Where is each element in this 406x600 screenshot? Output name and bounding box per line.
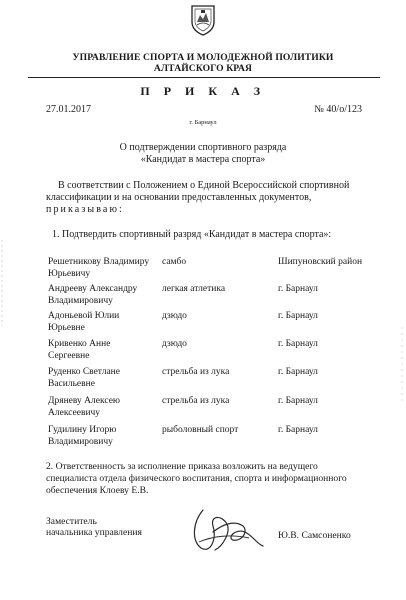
organization-name-line2: АЛТАЙСКОГО КРАЯ [153,63,253,74]
athlete-name: Адоньевой Юлии Юрьевне [48,311,120,333]
item-2-line1: 2. Ответственность за исполнение приказа возложить на ведущего [46,461,318,472]
subject-line1: О подтверждении спортивного разряда [119,142,287,153]
item-2-line3: обеспечения Клоеву Е.В. [46,485,149,496]
document-title: П Р И К А З [140,84,266,98]
subject-line2: «Кандидат в мастера спорта» [140,154,266,165]
signer-name: Ю.В. Самсоненко [278,530,351,541]
athlete-sport: дзюдо [162,339,187,349]
athlete-name: Гудилину Игорю Владимировичу [48,425,117,447]
athlete-sport: самбо [162,257,187,267]
order-date: 27.01.2017 [46,104,91,115]
item-1-text: 1. Подтвердить спортивный разряд «Кандидат в мастера спорта»: [52,229,332,240]
athlete-name: Дряневу Алексею Алексеевичу [48,396,121,418]
athlete-sport: стрельба из лука [162,367,230,377]
athlete-place: г. Барнаул [278,396,318,406]
athlete-place: г. Барнаул [278,339,318,349]
athlete-name: Андрееву Александру Владимировичу [48,284,138,306]
preamble-line3: приказываю: [46,204,124,215]
organization-name-line1: УПРАВЛЕНИЕ СПОРТА И МОЛОДЕЖНОЙ ПОЛИТИКИ [72,52,334,63]
preamble-line1: В соответствии с Положением о Единой Всероссийской спортивной [58,180,350,191]
athlete-sport: рыболовный спорт [162,425,239,435]
athlete-name: Решетникову Владимиру Юрьевичу [48,257,150,279]
athlete-place: г. Барнаул [278,284,318,294]
athlete-place: г. Барнаул [278,425,318,435]
athlete-sport: легкая атлетика [162,284,226,294]
athlete-sport: стрельба из лука [162,396,230,406]
athlete-place: г. Барнаул [278,367,318,377]
item-2-line2: специалиста отдела физического воспитания, спорта и информационного [46,473,347,484]
coat-of-arms-icon [189,4,217,36]
header-divider [28,77,380,78]
edge-mark-right [394,325,406,405]
handwritten-signature [183,502,273,557]
order-city: г. Барнаул [189,119,217,126]
preamble-line2: классификации и на основании предоставленных документов, [46,192,312,203]
order-number: № 40/о/123 [314,104,362,115]
athlete-name: Кривенко Анне Сергеевне [48,339,111,361]
athlete-sport: дзюдо [162,311,187,321]
athlete-place: г. Барнаул [278,311,318,321]
athlete-place: Шипуновский район [278,257,363,267]
edge-mark-left [0,238,10,328]
athlete-name: Руденко Светлане Васильевне [48,367,120,389]
signatory-position: Заместитель начальника управления [46,516,142,538]
